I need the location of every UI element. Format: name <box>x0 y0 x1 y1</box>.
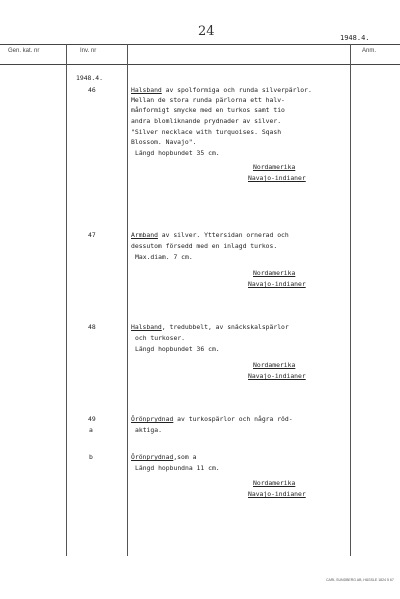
people-label: Navajo-indianer <box>248 174 306 182</box>
object-name: Halsband <box>131 323 162 331</box>
header-bottom-rule <box>0 64 400 65</box>
entry-sub-letter: a <box>89 426 93 434</box>
column-rule-2 <box>127 44 128 556</box>
column-header-row <box>0 44 400 64</box>
entry-first-rest: av silver. Yttersidan ornerad och <box>157 231 289 239</box>
entry-first-line <box>131 414 293 424</box>
entry-first-rest: , tredubbelt, av snäckskalspärlor <box>161 323 289 331</box>
page-number: 24 <box>198 24 215 39</box>
entry-line: dessutom försedd med en inlagd turkos. <box>131 242 278 250</box>
entry-first-line <box>131 452 196 462</box>
entry-line: aktiga. <box>135 426 162 434</box>
object-name: Halsband <box>131 86 162 94</box>
object-name: Armband <box>131 231 158 239</box>
entry-first-line <box>131 322 289 332</box>
region-label: Nordamerika <box>253 361 296 369</box>
object-name: Örönprydnad <box>131 415 174 423</box>
entry-line: månformigt smycke med en turkos samt tio <box>131 106 285 114</box>
entry-line: "Silver necklace with turquoises. Sqash <box>131 128 282 136</box>
entry-line: Max.diam. 7 cm. <box>135 253 193 261</box>
entry-first-rest: av spolformiga och runda silverpärlor. <box>161 86 312 94</box>
entry-line: andra blomliknande prydnader av silver. <box>131 117 282 125</box>
entry-sub-letter: b <box>89 453 93 461</box>
region-label: Nordamerika <box>253 479 296 487</box>
object-name: Örönprydnad <box>131 453 174 461</box>
entry-line: Mellan de stora runda pärlorna ett halv- <box>131 96 285 104</box>
entry-first-line <box>131 230 289 240</box>
entry-number: 47 <box>88 231 96 239</box>
people-label: Navajo-indianer <box>248 372 306 380</box>
entry-first-rest: av turkospärlor och några röd- <box>173 415 293 423</box>
year-top: 1948.4. <box>340 34 370 42</box>
entry-line: och turkoser. <box>135 334 186 342</box>
entry-first-rest: ,som a <box>173 453 197 461</box>
column-rule-1 <box>66 44 67 556</box>
entry-date: 1948.4. <box>76 74 103 82</box>
entry-line: Längd hopbundet 35 cm. <box>135 149 220 157</box>
column-header-inv: Inv. nr <box>80 48 97 54</box>
entry-line: Längd hopbundet 36 cm. <box>135 345 220 353</box>
entry-line: Blossom. Navajo". <box>131 138 197 146</box>
people-label: Navajo-indianer <box>248 490 306 498</box>
people-label: Navajo-indianer <box>248 280 306 288</box>
column-rule-3 <box>350 44 351 556</box>
entry-number: 48 <box>88 323 96 331</box>
column-header-anm: Anm. <box>362 48 377 54</box>
region-label: Nordamerika <box>253 163 296 171</box>
entry-number: 46 <box>88 86 96 94</box>
printer-footer: CARL SUNDBERG AB, HÄSSLE 1824 5 67 <box>326 578 394 582</box>
entry-line: Längd hopbundna 11 cm. <box>135 464 220 472</box>
column-header-gen: Gen. kat. nr <box>8 48 40 54</box>
entry-first-line <box>131 85 312 95</box>
region-label: Nordamerika <box>253 269 296 277</box>
entry-number: 49 <box>88 415 96 423</box>
